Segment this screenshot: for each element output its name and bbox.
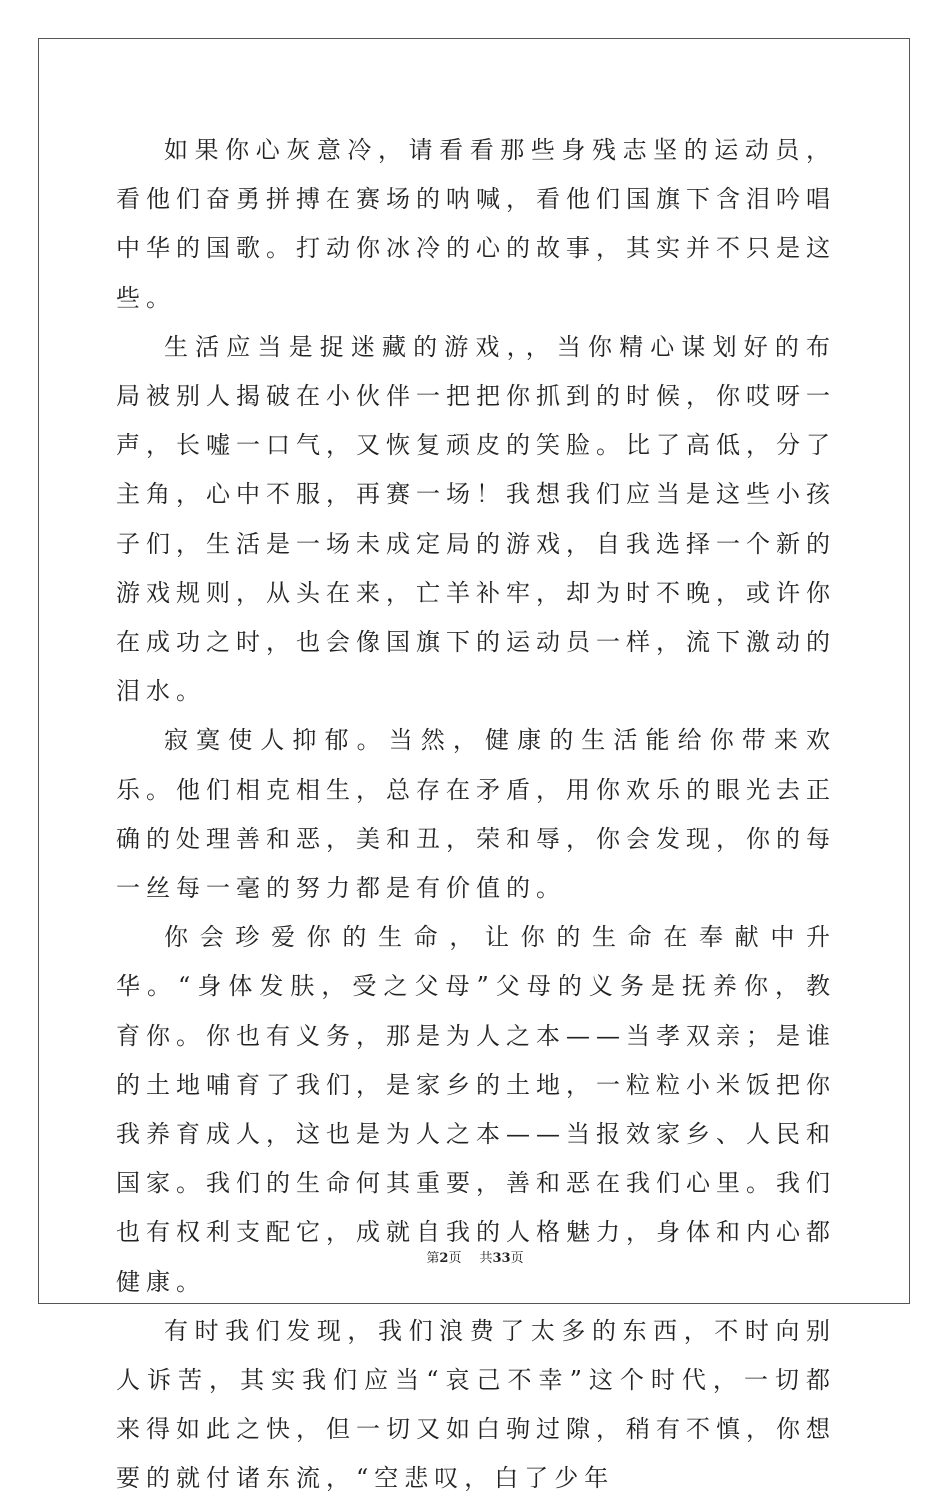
page-number: 2 [439,1251,449,1266]
page-footer [0,1247,950,1266]
total-pages: 33 [492,1251,511,1266]
total-suffix: 页 [510,1251,524,1266]
page-suffix: 页 [448,1251,462,1266]
total-prefix: 共 [479,1251,493,1266]
paragraph-1: 如果你心灰意冷，请看看那些身残志坚的运动员，看他们奋勇拼搏在赛场的呐喊，看他们国旗下含泪吟唱中华的国歌。打动你冰冷的心的故事，其实并不只是这些。 [116,136,836,312]
paragraph-2: 生活应当是捉迷藏的游戏，，当你精心谋划好的布局被别人揭破在小伙伴一把把你抓到的时候，你哎呀一声，长嘘一口气，又恢复顽皮的笑脸。比了高低，分了主角，心中不服，再赛一场！我想我们应当是这些小孩子们，生活是一场未成定局的游戏，自我选择一个新的游戏规则，从头在来，亡羊补牢，却为时不晚，或许你在成功之时，也会像国旗下的运动员一样，流下激动的泪水。 [116,332,836,706]
paragraph-4: 你会珍爱你的生命，让你的生命在奉献中升华。“身体发肤，受之父母”父母的义务是抚养你，教育你。你也有义务，那是为人之本——当孝双亲；是谁的土地哺育了我们，是家乡的土地，一粒粒小米饭把你我养育成人，这也是为人之本——当报效家乡、人民和国家。我们的生命何其重要，善和恶在我们心里。我们也有权利支配它，成就自我的人格魅力，身体和内心都健康。 [116,923,836,1296]
page-prefix: 第 [426,1251,440,1266]
paragraph-3: 寂寞使人抑郁。当然，健康的生活能给你带来欢乐。他们相克相生，总存在矛盾，用你欢乐的眼光去正确的处理善和恶，美和丑，荣和辱，你会发现，你的每一丝每一毫的努力都是有价值的。 [116,726,836,903]
document-body [116,126,836,1504]
paragraph-5: 有时我们发现，我们浪费了太多的东西，不时向别人诉苦，其实我们应当“哀己不幸”这个时代，一切都来得如此之快，但一切又如白驹过隙，稍有不慎，你想要的就付诸东流，“空悲叹，白了少年 [116,1316,836,1493]
